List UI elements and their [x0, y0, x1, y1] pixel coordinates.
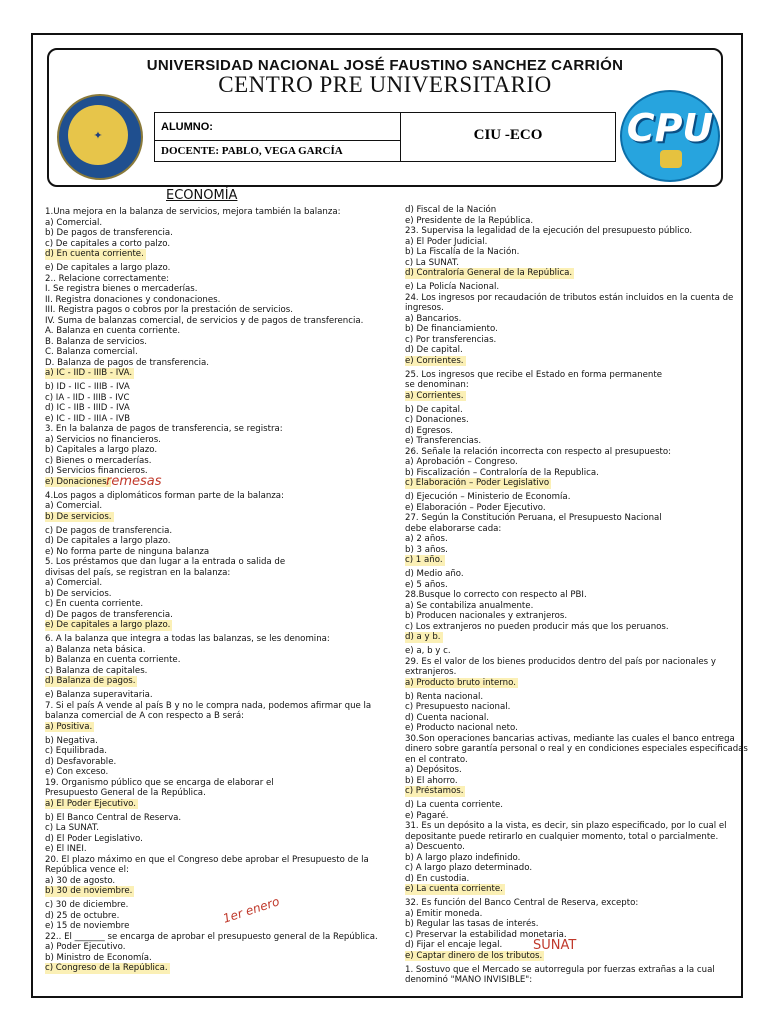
question-line: e) IC - IID - IIIA - IVB [45, 413, 131, 424]
question-line: 7. Si el país A vende al país B y no le compra nada, podemos afirmar que la [45, 700, 372, 711]
question-line: A. Balanza en cuenta corriente. [45, 326, 181, 336]
question-line: c) Bienes o mercaderías. [45, 455, 152, 466]
question-line: c) En cuenta corriente. [45, 599, 144, 609]
question-line: C. Balanza comercial. [45, 347, 138, 357]
question-line: Presupuesto General de la República. [45, 788, 206, 798]
question-line: D. Balanza de pagos de transferencia. [45, 357, 210, 368]
student-info-box [154, 112, 616, 162]
question-line: B. Balanza de servicios. [45, 336, 147, 347]
question-line: República vence el: [45, 865, 129, 875]
question-line: e) a, b y c. [405, 646, 451, 656]
question-line: c) A largo plazo determinado. [405, 863, 533, 873]
question-line: b) Fiscalización – Contraloría de la Republica. [405, 467, 599, 478]
question-line: e) Transferencias. [405, 436, 482, 446]
question-line: d) El Poder Legislativo. [45, 833, 143, 844]
question-line: se denominan: [405, 380, 469, 390]
info-divider-horizontal [155, 140, 400, 141]
question-line: 20. El plazo máximo en que el Congreso debe aprobar el Presupuesto de la [45, 854, 369, 865]
question-line: b) De capital. [405, 404, 463, 415]
center-name: CENTRO PRE UNIVERSITARIO [218, 72, 552, 97]
question-line: a) El Poder Ejecutivo. [45, 798, 136, 809]
question-line: e) Donaciones. [45, 476, 110, 487]
question-line: III. Registra pagos o cobros por la prestación de servicios. [45, 305, 293, 315]
question-line: a) Descuento. [405, 842, 465, 852]
question-line: d) Desfavorable. [45, 756, 117, 767]
seal-emblem-icon: ✦ [68, 105, 128, 165]
question-line: e) Balanza superavitaria. [45, 690, 153, 700]
question-line: c) Donaciones. [405, 415, 469, 425]
question-line: a) 30 de agosto. [45, 875, 116, 886]
question-line: b) Negativa. [45, 735, 98, 746]
question-line: d) De capital. [405, 345, 463, 355]
question-line: e) Producto nacional neto. [405, 723, 518, 733]
question-line: d) Servicios financieros. [45, 466, 148, 476]
question-line: b) El ahorro. [405, 775, 458, 786]
question-line: a) Servicios no financieros. [45, 434, 161, 445]
question-line: b) De servicios. [45, 511, 112, 522]
question-line: e) Pagaré. [405, 810, 449, 821]
question-line: d) 25 de octubre. [45, 910, 120, 921]
handwritten-note-enero: 1er enero [221, 894, 282, 926]
question-line: e) La Policía Nacional. [405, 282, 500, 292]
question-line: 28.Busque lo correcto con respecto al PBI. [405, 590, 587, 600]
page-title: ECONOMÍA [166, 188, 238, 203]
question-line: b) De servicios. [45, 588, 112, 599]
question-line: a) Aprobación – Congreso. [405, 457, 518, 467]
question-line: b) Regular las tasas de interés. [405, 919, 539, 929]
question-line: a) Comercial. [45, 578, 103, 588]
question-line: d) IC - IIB - IIID - IVA [45, 403, 130, 413]
question-line: c) Presupuesto nacional. [405, 702, 511, 712]
question-line: b) Balanza en cuenta corriente. [45, 655, 181, 665]
alumno-label: ALUMNO: [161, 121, 213, 133]
question-line: e) De capitales a largo plazo. [45, 620, 171, 630]
university-seal-icon [57, 94, 143, 180]
question-line: a) 2 años. [405, 534, 448, 544]
question-line: d) De pagos de transferencia. [45, 609, 173, 620]
question-line: IV. Suma de balanzas comercial, de servicios y de pagos de transferencia. [45, 315, 364, 326]
question-line: d) Ejecución – Ministerio de Economía. [405, 492, 571, 502]
question-line: a) Se contabiliza anualmente. [405, 600, 534, 611]
question-line: depositante puede retirarlo en cualquier momento, total o parcialmente. [405, 831, 719, 842]
question-line: 23. Supervisa la legalidad de la ejecución del presupuesto público. [405, 226, 693, 236]
question-line: debe elaborarse cada: [405, 523, 502, 534]
question-line: a) El Poder Judicial. [405, 236, 488, 247]
question-line: a) Corrientes. [405, 390, 464, 401]
question-line: 2.. Relacione correctamente: [45, 273, 170, 284]
question-line: b) Ministro de Economía. [45, 952, 152, 963]
question-line: d) Medio año. [405, 569, 464, 579]
question-line: a) Positiva. [45, 721, 93, 732]
question-line: 24. Los ingresos por recaudación de tributos están incluidos en la cuenta de [405, 292, 734, 303]
question-line: d) La cuenta corriente. [405, 800, 504, 810]
question-line: b) 30 de noviembre. [45, 886, 133, 896]
question-line: e) Captar dinero de los tributos. [405, 950, 543, 961]
course-code: CIU -ECO [473, 127, 543, 143]
question-line: 26. Señale la relación incorrecta con respecto al presupuesto: [405, 446, 672, 457]
cpu-logo-icon [620, 90, 720, 182]
question-line: divisas del país, se registran en la balanza: [45, 567, 231, 578]
question-line: c) Préstamos. [405, 786, 464, 796]
header-box [47, 48, 723, 187]
question-line: d) Contraloría General de la República. [405, 268, 573, 278]
question-line: II. Registra donaciones y condonaciones. [45, 294, 221, 305]
question-line: 22.. El _______ se encarga de aprobar el presupuesto general de la República. [45, 931, 378, 942]
right-column [405, 205, 748, 986]
question-line: c) Equilibrada. [45, 746, 108, 756]
question-line: b) A largo plazo indefinido. [405, 852, 521, 863]
question-line: a) Poder Ejecutivo. [45, 942, 126, 952]
question-line: c) De pagos de transferencia. [45, 525, 173, 536]
question-line: 31. Es un depósito a la vista, es decir, sin plazo especificado, por lo cual el [405, 821, 727, 831]
question-line: a) Comercial. [45, 501, 103, 511]
question-line: I. Se registra bienes o mercaderías. [45, 284, 198, 294]
question-line: e) Elaboración – Poder Ejecutivo. [405, 502, 546, 513]
question-line: c) Balanza de capitales. [45, 665, 148, 676]
question-line: 25. Los ingresos que recibe el Estado en forma permanente [405, 369, 662, 380]
question-line: d) Egresos. [405, 425, 453, 436]
question-line: d) Balanza de pagos. [45, 676, 136, 686]
question-line: d) En cuenta corriente. [45, 249, 144, 259]
question-line: denominó "MANO INVISIBLE": [405, 975, 533, 985]
question-line: c) 30 de diciembre. [45, 900, 129, 910]
question-line: e) Presidente de la República. [405, 215, 534, 226]
university-name: UNIVERSIDAD NACIONAL JOSÉ FAUSTINO SANCHEZ CARRIÓN [146, 57, 624, 74]
question-line: 30.Son operaciones bancarias activas, mediante las cuales el banco entrega [405, 733, 735, 744]
question-line: d) Fijar el encaje legal. [405, 940, 503, 950]
question-line: 19. Organismo público que se encarga de elaborar el [45, 777, 274, 788]
question-line: 3. En la balanza de pagos de transferencia, se registra: [45, 424, 283, 434]
question-line: b) ID - IIC - IIIB - IVA [45, 382, 130, 392]
question-line: c) Congreso de la República. [45, 963, 168, 973]
question-line: 6. A la balanza que integra a todas las balanzas, se les denomina: [45, 634, 330, 644]
docente-label: DOCENTE: PABLO, VEGA GARCÍA [161, 145, 343, 157]
question-line: d) Fiscal de la Nación [405, 205, 497, 215]
question-line: ingresos. [405, 303, 444, 313]
question-line: 29. Es el valor de los bienes producidos dentro del país por nacionales y [405, 656, 716, 667]
handwritten-note-remesas: remesas [106, 474, 162, 489]
question-line: a) Emitir moneda. [405, 908, 483, 919]
question-line: e) 15 de noviembre [45, 921, 130, 931]
question-line: dinero sobre garantía personal o real y en condiciones especiales especificadas [405, 744, 748, 754]
question-line: e) El INEI. [45, 844, 87, 854]
question-line: 5. Los préstamos que dan lugar a la entrada o salida de [45, 557, 286, 567]
question-line: a) Balanza neta básica. [45, 644, 146, 655]
question-line: c) Por transferencias. [405, 334, 497, 345]
question-line: e) 5 años. [405, 579, 448, 590]
question-line: en el contrato. [405, 754, 468, 765]
question-line: e) De capitales a largo plazo. [45, 263, 171, 273]
question-line: 1.Una mejora en la balanza de servicios, mejora también la balanza: [45, 207, 341, 217]
cpu-logo-text: CPU [626, 106, 714, 150]
question-line: 1. Sostuvo que el Mercado se autorregula por fuerzas extrañas a la cual [405, 964, 715, 975]
question-line: extranjeros. [405, 667, 457, 677]
question-line: e) La cuenta corriente. [405, 884, 503, 894]
question-line: d) a y b. [405, 632, 441, 642]
question-line: a) Depósitos. [405, 765, 462, 775]
question-line: 4.Los pagos a diplomáticos forman parte de la balanza: [45, 490, 284, 501]
question-line: b) El Banco Central de Reserva. [45, 812, 182, 823]
question-line: b) Renta nacional. [405, 691, 484, 702]
question-line: d) De capitales a largo plazo. [45, 536, 171, 546]
question-line: e) Corrientes. [405, 355, 464, 366]
question-line: a) Producto bruto interno. [405, 677, 516, 688]
cpu-badge-icon [660, 150, 682, 168]
question-line: b) 3 años. [405, 544, 448, 555]
question-line: c) La SUNAT. [405, 257, 459, 268]
question-line: e) No forma parte de ninguna balanza [45, 546, 210, 557]
question-line: c) 1 año. [405, 555, 443, 565]
question-line: c) La SUNAT. [45, 823, 99, 833]
left-column [45, 207, 390, 977]
question-line: d) En custodia. [405, 873, 470, 884]
question-line: b) De financiamiento. [405, 324, 498, 334]
question-line: c) De capitales a corto palzo. [45, 238, 171, 249]
question-line: c) Los extranjeros no pueden producir más que los peruanos. [405, 621, 669, 632]
question-line: a) IC - IID - IIIB - IVA. [45, 368, 133, 378]
question-line: 27. Según la Constitución Peruana, el Presupuesto Nacional [405, 513, 662, 523]
question-line: d) Cuenta nacional. [405, 712, 490, 723]
question-line: b) De pagos de transferencia. [45, 228, 173, 238]
question-line: a) Comercial. [45, 217, 103, 228]
handwritten-note-sunat: SUNAT [533, 938, 577, 953]
question-line: b) La Fiscalía de la Nación. [405, 247, 520, 257]
question-line: balanza comercial de A con respecto a B será: [45, 711, 245, 721]
question-line: b) Capitales a largo plazo. [45, 445, 158, 455]
question-line: c) Preservar la estabilidad monetaria. [405, 929, 567, 940]
question-line: b) Producen nacionales y extranjeros. [405, 611, 568, 621]
question-line: c) Elaboración – Poder Legislativo [405, 478, 550, 488]
question-line: e) Con exceso. [45, 767, 109, 777]
question-line: 32. Es función del Banco Central de Reserva, excepto: [405, 898, 639, 908]
question-line: c) IA - IID - IIIB - IVC [45, 392, 130, 403]
question-line: a) Bancarios. [405, 313, 462, 324]
